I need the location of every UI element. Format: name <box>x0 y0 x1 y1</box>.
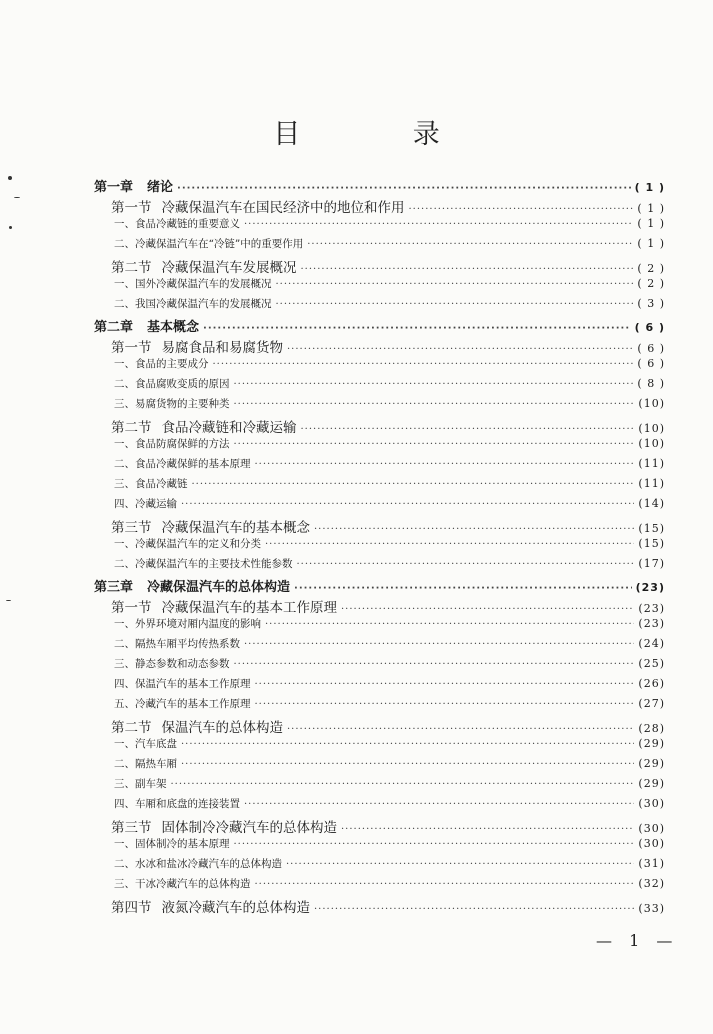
toc-entry-text: 二、我国冷藏保温汽车的发展概况 <box>114 298 272 310</box>
toc-entry-label <box>114 856 282 871</box>
toc-entry-text: 二、水冰和盐冰冷藏汽车的总体构造 <box>114 858 282 870</box>
toc-chapter-entry <box>94 576 665 596</box>
toc-entry-number: 第一节 <box>111 340 152 356</box>
toc-entry-text: 一、食品的主要成分 <box>114 358 209 370</box>
toc-subsection-entry <box>114 776 665 796</box>
toc-entry-page: (32) <box>638 877 665 890</box>
toc-entry-page: ( 3 ) <box>637 297 665 310</box>
toc-section-entry <box>111 716 665 736</box>
scan-speck <box>6 600 11 601</box>
toc-subsection-entry <box>114 696 665 716</box>
toc-entry-label <box>114 296 272 311</box>
dot-leader <box>307 239 633 250</box>
toc-entry-page: (30) <box>638 822 665 835</box>
dot-leader <box>341 604 634 615</box>
toc-section-entry <box>111 816 665 836</box>
toc-subsection-entry <box>114 656 665 676</box>
toc-entry-label <box>114 616 261 631</box>
dot-leader <box>301 264 634 275</box>
toc-subsection-entry <box>114 536 665 556</box>
dot-leader <box>234 439 635 450</box>
toc-entry-page: (31) <box>638 857 665 870</box>
toc-entry-label <box>94 576 290 595</box>
dot-leader <box>287 344 633 355</box>
toc-entry-number: 第二节 <box>111 720 152 736</box>
toc-entry-label <box>111 896 310 916</box>
toc-entry-page: (25) <box>638 657 665 670</box>
toc-entry-text: 五、冷藏汽车的基本工作原理 <box>114 698 251 710</box>
toc-subsection-entry <box>114 636 665 656</box>
dot-leader <box>297 559 635 570</box>
dot-leader <box>265 539 634 550</box>
toc-subsection-entry <box>114 616 665 636</box>
toc-entry-label <box>114 276 272 291</box>
toc-entry-text: 二、食品冷藏保鲜的基本原理 <box>114 458 251 470</box>
toc-subsection-entry <box>114 376 665 396</box>
toc-entry-page: ( 1 ) <box>637 202 665 215</box>
dot-leader <box>276 299 634 310</box>
toc-entry-label <box>114 396 230 411</box>
toc-entry-label <box>94 176 173 195</box>
toc-subsection-entry <box>114 436 665 456</box>
toc-entry-label <box>114 696 251 711</box>
toc-entry-page: (10) <box>638 397 665 410</box>
toc-subsection-entry <box>114 876 665 896</box>
toc-entry-label <box>114 356 209 371</box>
toc-entry-label <box>111 816 337 836</box>
toc-entry-page: (26) <box>638 677 665 690</box>
toc-entry-page: ( 8 ) <box>637 377 665 390</box>
dot-leader <box>265 619 634 630</box>
dot-leader <box>276 279 634 290</box>
toc-entry-text: 二、隔热车厢平均传热系数 <box>114 638 240 650</box>
toc-entry-page: ( 6 ) <box>634 321 665 334</box>
scan-speck <box>14 197 20 198</box>
toc-entry-label <box>114 796 240 811</box>
dot-leader <box>255 879 635 890</box>
toc-entry-page: ( 2 ) <box>637 262 665 275</box>
dot-leader <box>255 459 635 470</box>
dot-leader <box>171 779 635 790</box>
toc-entry-page: ( 1 ) <box>637 237 665 250</box>
toc-entry-page: (11) <box>638 457 665 470</box>
toc-entry-page: (29) <box>638 737 665 750</box>
toc-entry-page: (23) <box>638 602 665 615</box>
page-title: 目 录 <box>273 119 492 150</box>
toc-entry-text: 三、干冰冷藏汽车的总体构造 <box>114 878 251 890</box>
toc-entry-text: 一、冷藏保温汽车的定义和分类 <box>114 538 261 550</box>
toc-subsection-entry <box>114 856 665 876</box>
toc-entry-page: (15) <box>638 537 665 550</box>
toc-chapter-entry <box>94 316 665 336</box>
dot-leader <box>234 659 635 670</box>
dot-leader <box>213 359 634 370</box>
dot-leader <box>287 724 634 735</box>
toc-entry-label <box>114 776 167 791</box>
toc-entry-text: 三、副车架 <box>114 778 167 790</box>
toc-subsection-entry <box>114 756 665 776</box>
toc-entry-text: 三、静态参数和动态参数 <box>114 658 230 670</box>
toc-entry-page: (11) <box>638 477 665 490</box>
dot-leader <box>286 859 634 870</box>
toc-entry-page: (27) <box>638 697 665 710</box>
toc-section-entry <box>111 196 665 216</box>
dot-leader <box>234 399 635 410</box>
toc-entry-label <box>114 556 293 571</box>
toc-subsection-entry <box>114 456 665 476</box>
toc-entry-page: (33) <box>638 902 665 915</box>
toc-subsection-entry <box>114 736 665 756</box>
toc-entry-label <box>114 836 230 851</box>
toc-entry-text: 三、食品冷藏链 <box>114 478 188 490</box>
toc-subsection-entry <box>114 796 665 816</box>
toc-entry-number: 第三节 <box>111 520 152 536</box>
dot-leader <box>181 499 634 510</box>
toc-entry-text: 液氮冷藏汽车的总体构造 <box>161 900 310 916</box>
toc-section-entry <box>111 596 665 616</box>
dot-leader <box>255 699 635 710</box>
toc-entry-text: 冷藏保温汽车在国民经济中的地位和作用 <box>161 200 405 216</box>
toc-subsection-entry <box>114 476 665 496</box>
toc-chapter-entry <box>94 176 665 196</box>
toc-entry-text: 二、食品腐败变质的原因 <box>114 378 230 390</box>
toc-entry-text: 四、车厢和底盘的连接装置 <box>114 798 240 810</box>
toc-entry-text: 二、隔热车厢 <box>114 758 177 770</box>
toc-entry-number: 第二节 <box>111 420 152 436</box>
toc-entry-page: (29) <box>638 757 665 770</box>
toc-entry-label <box>114 676 251 691</box>
toc-entry-text: 食品冷藏链和冷藏运输 <box>161 420 297 436</box>
toc-entry-text: 冷藏保温汽车发展概况 <box>161 260 297 276</box>
dot-leader <box>314 524 634 535</box>
toc-subsection-entry <box>114 356 665 376</box>
toc-subsection-entry <box>114 276 665 296</box>
dot-leader <box>177 183 631 194</box>
toc-entry-number: 第四节 <box>111 900 152 916</box>
dot-leader <box>409 204 634 215</box>
dot-leader <box>294 583 632 594</box>
toc-entry-label <box>114 436 230 451</box>
toc-entry-label <box>111 256 297 276</box>
toc-entry-text: 基本概念 <box>147 320 200 335</box>
toc-entry-text: 三、易腐货物的主要种类 <box>114 398 230 410</box>
toc-entry-page: (30) <box>638 797 665 810</box>
dot-leader <box>234 839 635 850</box>
page-number: — 1 — <box>596 931 679 950</box>
toc-entry-page: ( 1 ) <box>634 181 665 194</box>
toc-entry-label <box>111 196 405 216</box>
toc-section-entry <box>111 896 665 916</box>
toc-entry-text: 冷藏保温汽车的总体构造 <box>147 580 291 595</box>
toc-entry-text: 固体制冷冷藏汽车的总体构造 <box>161 820 337 836</box>
toc-entry-page: ( 6 ) <box>637 342 665 355</box>
toc-subsection-entry <box>114 296 665 316</box>
toc-entry-number: 第一节 <box>111 600 152 616</box>
dot-leader <box>192 479 635 490</box>
dot-leader <box>244 219 633 230</box>
dot-leader <box>234 379 634 390</box>
toc-section-entry <box>111 256 665 276</box>
toc-entry-number: 第二节 <box>111 260 152 276</box>
scan-speck <box>8 176 12 180</box>
dot-leader <box>181 759 634 770</box>
toc-entry-label <box>114 536 261 551</box>
toc-entry-text: 保温汽车的总体构造 <box>161 720 283 736</box>
toc-entry-page: (23) <box>638 617 665 630</box>
toc-entry-text: 四、冷藏运输 <box>114 498 177 510</box>
toc-entry-text: 绪论 <box>147 180 174 195</box>
toc-entry-text: 一、食品防腐保鲜的方法 <box>114 438 230 450</box>
toc-entry-text: 二、冷藏保温汽车的主要技术性能参数 <box>114 558 293 570</box>
toc-entry-label <box>94 316 199 335</box>
dot-leader <box>255 679 635 690</box>
toc-entry-label <box>111 336 283 356</box>
toc-entry-label <box>114 236 303 251</box>
scan-speck <box>9 226 12 229</box>
toc-entry-label <box>114 636 240 651</box>
toc-entry-text: 易腐食品和易腐货物 <box>161 340 283 356</box>
toc-entry-label <box>114 756 177 771</box>
toc-entry-label <box>111 516 310 536</box>
toc-subsection-entry <box>114 496 665 516</box>
toc-entry-text: 冷藏保温汽车的基本工作原理 <box>161 600 337 616</box>
toc-subsection-entry <box>114 236 665 256</box>
toc-subsection-entry <box>114 676 665 696</box>
toc-entry-page: (14) <box>638 497 665 510</box>
dot-leader <box>244 639 634 650</box>
toc-entry-page: (17) <box>638 557 665 570</box>
toc-section-entry <box>111 336 665 356</box>
toc-entry-text: 四、保温汽车的基本工作原理 <box>114 678 251 690</box>
dot-leader <box>341 824 634 835</box>
toc-section-entry <box>111 516 665 536</box>
toc-entry-text: 一、食品冷藏链的重要意义 <box>114 218 240 230</box>
toc-entry-label <box>114 736 177 751</box>
toc-subsection-entry <box>114 396 665 416</box>
toc-entry-text: 二、冷藏保温汽车在“冷链”中的重要作用 <box>114 238 304 250</box>
toc-entry-page: (10) <box>638 422 665 435</box>
toc-entry-page: (30) <box>638 837 665 850</box>
toc-subsection-entry <box>114 836 665 856</box>
toc-entry-label <box>114 496 177 511</box>
toc-entry-text: 一、固体制冷的基本原理 <box>114 838 230 850</box>
toc-entry-label <box>111 416 297 436</box>
dot-leader <box>181 739 634 750</box>
toc-entry-label <box>114 876 251 891</box>
toc-entry-page: ( 2 ) <box>637 277 665 290</box>
toc-entry-page: ( 1 ) <box>637 217 665 230</box>
toc-entry-page: (28) <box>638 722 665 735</box>
toc-entry-number: 第一节 <box>111 200 152 216</box>
toc-entry-label <box>114 216 240 231</box>
toc-subsection-entry <box>114 216 665 236</box>
toc-entry-label <box>114 656 230 671</box>
toc-entry-number: 第三章 <box>94 580 134 595</box>
toc-entry-text: 一、汽车底盘 <box>114 738 177 750</box>
toc-entry-label <box>111 596 337 616</box>
toc-entry-label <box>114 376 230 391</box>
toc-entry-page: (10) <box>638 437 665 450</box>
toc-section-entry <box>111 416 665 436</box>
toc-entry-number: 第三节 <box>111 820 152 836</box>
toc-entry-page: (15) <box>638 522 665 535</box>
toc-entry-number: 第一章 <box>94 180 134 195</box>
toc-entry-text: 冷藏保温汽车的基本概念 <box>161 520 310 536</box>
toc-entry-page: ( 6 ) <box>637 357 665 370</box>
dot-leader <box>244 799 634 810</box>
toc-entry-text: 一、外界环境对厢内温度的影响 <box>114 618 261 630</box>
toc-entry-number: 第二章 <box>94 320 134 335</box>
toc-entry-page: (29) <box>638 777 665 790</box>
toc-subsection-entry <box>114 556 665 576</box>
toc-entry-label <box>111 716 283 736</box>
toc-entry-label <box>114 476 188 491</box>
toc-entry-text: 一、国外冷藏保温汽车的发展概况 <box>114 278 272 290</box>
toc-entry-label <box>114 456 251 471</box>
dot-leader <box>203 323 631 334</box>
toc-entry-page: (23) <box>635 581 665 594</box>
dot-leader <box>314 904 634 915</box>
dot-leader <box>301 424 635 435</box>
toc-entry-page: (24) <box>638 637 665 650</box>
